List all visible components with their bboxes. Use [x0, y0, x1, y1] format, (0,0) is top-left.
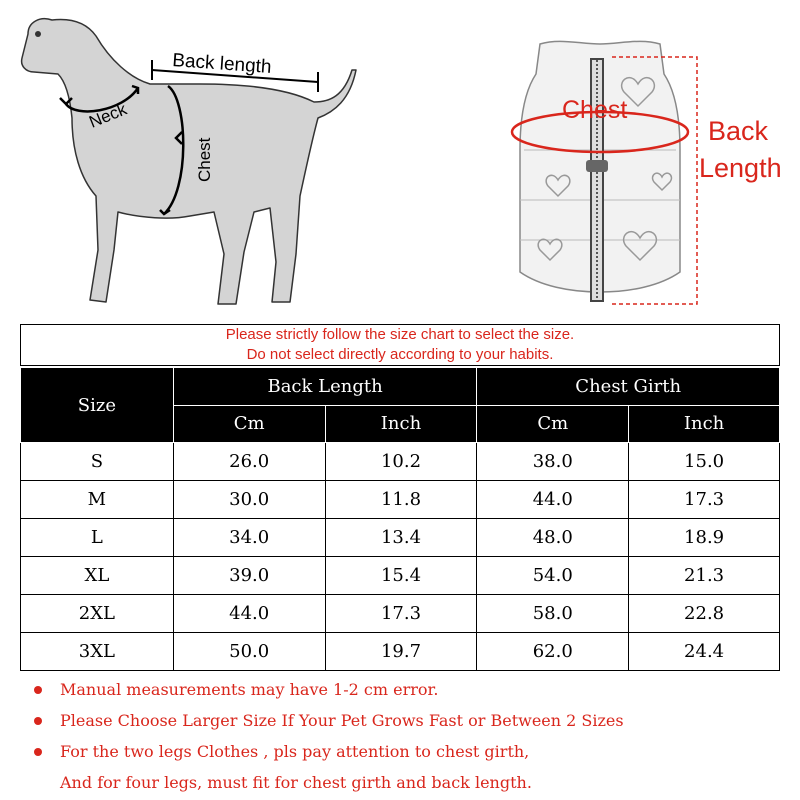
note-item-continuation [28, 767, 788, 798]
size-cell: XL [21, 557, 174, 595]
back-length-inch-cell: 15.4 [325, 557, 477, 595]
back-length-header: Back Length [173, 368, 477, 406]
coat-back-length-label-line1: Back [708, 116, 769, 146]
chest-girth-inch-cell: 18.9 [629, 519, 780, 557]
back-length-label: Back length [171, 50, 273, 78]
size-header: Size [21, 368, 174, 443]
notes-list [28, 674, 788, 798]
size-cell: M [21, 481, 174, 519]
bullet-icon [34, 717, 42, 725]
size-cell: L [21, 519, 174, 557]
back-length-cm-cell: 39.0 [173, 557, 325, 595]
notice-line-2: Do not select directly according to your habits. [246, 346, 554, 363]
size-cell: 2XL [21, 595, 174, 633]
chest-girth-inch-cell: 17.3 [629, 481, 780, 519]
note-item [28, 736, 788, 767]
chest-girth-cm-cell: 48.0 [477, 519, 629, 557]
chest-girth-header: Chest Girth [477, 368, 780, 406]
notice-line-1: Please strictly follow the size chart to select the size. [225, 326, 575, 343]
unit-header-cm: Cm [173, 405, 325, 443]
bullet-icon [34, 748, 42, 756]
back-length-inch-cell: 13.4 [325, 519, 477, 557]
back-length-inch-cell: 19.7 [325, 633, 477, 671]
size-chart-table [20, 367, 780, 671]
unit-header-inch: Inch [629, 405, 780, 443]
chest-girth-inch-cell: 21.3 [629, 557, 780, 595]
bullet-icon [34, 686, 42, 694]
table-row [21, 595, 780, 633]
size-cell: S [21, 443, 174, 481]
table-row [21, 633, 780, 671]
table-row [21, 519, 780, 557]
neck-label: Neck [86, 99, 130, 132]
coat-illustration [520, 41, 680, 302]
back-length-inch-cell: 11.8 [325, 481, 477, 519]
coat-back-length-label-line2: Length [699, 153, 782, 183]
chest-girth-cm-cell: 58.0 [477, 595, 629, 633]
table-row [21, 557, 780, 595]
note-text: Please Choose Larger Size If Your Pet Grows Fast or Between 2 Sizes [60, 711, 624, 730]
size-notice [20, 324, 780, 366]
table-row [21, 443, 780, 481]
note-item [28, 705, 788, 736]
back-length-cm-cell: 50.0 [173, 633, 325, 671]
chest-girth-cm-cell: 62.0 [477, 633, 629, 671]
note-text: For the two legs Clothes , pls pay attention to chest girth, [60, 742, 530, 761]
back-length-cm-cell: 30.0 [173, 481, 325, 519]
back-length-inch-cell: 17.3 [325, 595, 477, 633]
unit-header-inch: Inch [325, 405, 477, 443]
chest-girth-inch-cell: 24.4 [629, 633, 780, 671]
back-length-cm-cell: 34.0 [173, 519, 325, 557]
back-length-inch-cell: 10.2 [325, 443, 477, 481]
coat-chest-label: Chest [562, 96, 628, 124]
measurement-diagram [0, 0, 800, 320]
chest-girth-cm-cell: 44.0 [477, 481, 629, 519]
chest-girth-cm-cell: 54.0 [477, 557, 629, 595]
table-row [21, 481, 780, 519]
chest-girth-inch-cell: 22.8 [629, 595, 780, 633]
back-length-cm-cell: 26.0 [173, 443, 325, 481]
unit-header-cm: Cm [477, 405, 629, 443]
back-length-cm-cell: 44.0 [173, 595, 325, 633]
chest-label: Chest [195, 137, 214, 182]
chest-girth-inch-cell: 15.0 [629, 443, 780, 481]
note-text: Manual measurements may have 1-2 cm error. [60, 680, 439, 699]
note-text: And for four legs, must fit for chest girth and back length. [60, 773, 532, 792]
chest-girth-cm-cell: 38.0 [477, 443, 629, 481]
note-item [28, 674, 788, 705]
size-cell: 3XL [21, 633, 174, 671]
